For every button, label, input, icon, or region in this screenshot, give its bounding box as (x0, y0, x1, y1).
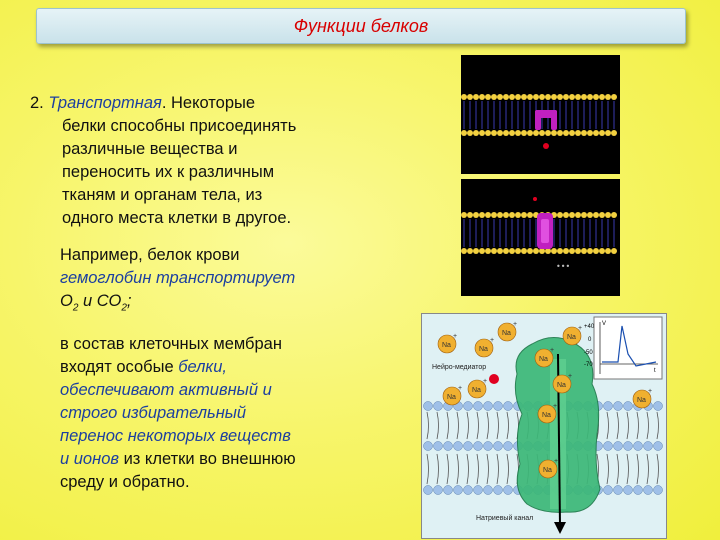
svg-text:Na: Na (447, 394, 456, 401)
slide-title: Функции белков (293, 15, 429, 36)
svg-text:+: + (453, 333, 458, 340)
svg-text:+: + (568, 373, 573, 380)
svg-text:0: 0 (588, 337, 592, 343)
cargo-molecule (543, 143, 549, 149)
svg-text:Na: Na (543, 467, 552, 474)
membrane-image-1 (461, 55, 620, 174)
cargo-molecule (533, 197, 537, 201)
paragraph-transport: 2. Транспортная. Некоторые белки способны присоединять различные вещества и переносить их к различным тканям и органам тела, из одного места клетки в другое. (30, 94, 297, 227)
svg-text:+: + (483, 378, 488, 385)
svg-text:+: + (648, 388, 653, 395)
paragraph-membrane: в состав клеточных мембран входят особые белки, обеспечивают активный и строго избирательный перенос некоторых веществ и ионов из клетки во внешнюю среду и обратно. (60, 335, 296, 492)
svg-text:+: + (550, 347, 555, 354)
svg-text:Na: Na (557, 382, 566, 389)
svg-text:Na: Na (542, 412, 551, 419)
svg-text:+40: +40 (584, 324, 595, 330)
svg-text:Na: Na (479, 346, 488, 353)
svg-text:t: t (654, 368, 656, 374)
label-channel: Натриевый канал (476, 515, 534, 522)
term-transport: Транспортная (48, 94, 162, 112)
svg-text:+: + (513, 321, 518, 328)
arrow-head (554, 522, 566, 534)
svg-text:-50: -50 (584, 350, 593, 356)
svg-text:+: + (458, 385, 463, 392)
svg-text:+: + (490, 337, 495, 344)
svg-text:Na: Na (637, 397, 646, 404)
sodium-channel-diagram (421, 313, 667, 539)
mediator-dot (489, 374, 499, 384)
svg-text:Na: Na (442, 342, 451, 349)
potential-graph (584, 317, 662, 379)
sodium-ion (475, 337, 494, 357)
svg-text:+: + (553, 403, 558, 410)
label-mediator: Нейро-медиатор (432, 364, 487, 371)
transport-protein (535, 110, 557, 130)
membrane-image-2 (461, 179, 620, 296)
sodium-ion (468, 378, 487, 398)
svg-text:Na: Na (539, 356, 548, 363)
svg-text:+: + (554, 458, 559, 465)
svg-text:Na: Na (567, 334, 576, 341)
paragraph-hemoglobin: Например, белок крови гемоглобин транспортирует $О_2$ и $СО_2$; (60, 246, 296, 314)
svg-text:+: + (578, 325, 583, 332)
body-text (30, 92, 360, 508)
title-bar (36, 8, 686, 44)
svg-text:Na: Na (502, 330, 511, 337)
sodium-ion (563, 325, 582, 345)
svg-text:Na: Na (472, 387, 481, 394)
small-dots: ••• (556, 262, 571, 271)
svg-text:-70: -70 (584, 362, 593, 368)
sodium-ion (438, 333, 457, 353)
sodium-ion (498, 321, 517, 341)
svg-text:V: V (602, 321, 607, 327)
transport-protein (537, 213, 553, 249)
